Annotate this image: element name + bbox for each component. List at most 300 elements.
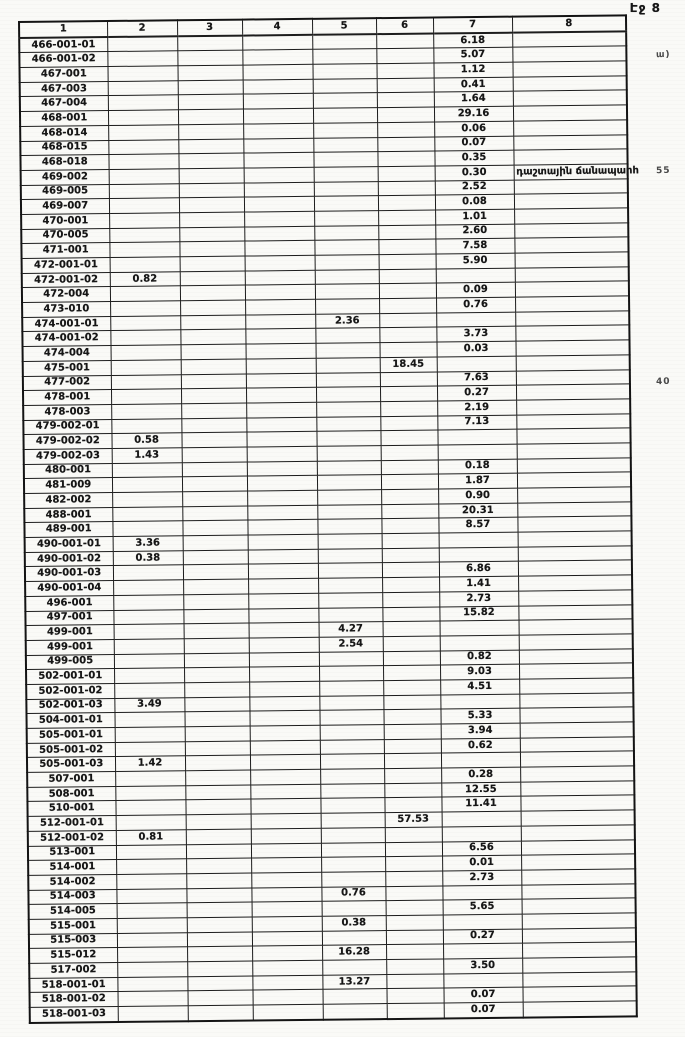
value-cell: 1.12 xyxy=(433,62,512,78)
value-cell xyxy=(381,474,438,489)
row-id-cell: 504-001-01 xyxy=(26,713,114,729)
value-cell xyxy=(117,947,187,962)
value-cell xyxy=(183,579,248,594)
value-cell: 7.58 xyxy=(435,238,514,254)
value-cell xyxy=(249,667,319,682)
value-cell xyxy=(113,609,183,624)
value-cell xyxy=(183,535,248,550)
value-cell xyxy=(321,871,385,886)
value-cell xyxy=(315,269,379,284)
row-id-cell: 514-002 xyxy=(28,874,116,890)
column-header-5: 5 xyxy=(312,18,376,34)
value-cell xyxy=(442,885,521,901)
row-id-cell: 479-002-03 xyxy=(24,448,112,464)
value-cell xyxy=(245,329,315,344)
value-cell xyxy=(246,432,316,447)
value-cell: 0.18 xyxy=(438,459,517,475)
value-cell xyxy=(521,883,635,899)
value-cell xyxy=(251,872,321,887)
value-cell xyxy=(184,638,249,653)
value-cell xyxy=(188,1005,253,1021)
value-cell xyxy=(251,813,321,828)
value-cell: 2.19 xyxy=(437,400,516,416)
value-cell xyxy=(518,590,632,606)
value-cell xyxy=(322,901,386,916)
value-cell xyxy=(384,768,441,783)
value-cell: 0.30 xyxy=(435,165,514,181)
value-cell xyxy=(114,712,184,727)
value-cell xyxy=(377,107,434,122)
row-id-cell: 499-001 xyxy=(26,625,114,641)
value-cell xyxy=(516,384,630,400)
column-header-1: 1 xyxy=(19,21,107,38)
value-cell xyxy=(380,401,437,416)
value-cell: 0.38 xyxy=(113,550,183,565)
value-cell xyxy=(313,78,377,93)
value-cell xyxy=(249,711,319,726)
row-id-cell: 490-001-02 xyxy=(25,551,113,567)
value-cell xyxy=(319,695,383,710)
value-cell xyxy=(318,592,382,607)
value-cell xyxy=(111,389,181,404)
value-cell xyxy=(247,476,317,491)
value-cell xyxy=(116,844,186,859)
row-id-cell: 470-005 xyxy=(21,228,109,244)
row-id-cell: 505-001-01 xyxy=(27,727,115,743)
value-cell: 15.82 xyxy=(439,606,518,622)
value-cell xyxy=(116,815,186,830)
value-cell xyxy=(187,932,252,947)
value-cell xyxy=(379,254,436,269)
value-cell xyxy=(250,725,320,740)
value-cell xyxy=(252,916,322,931)
data-table xyxy=(18,14,638,1023)
value-cell xyxy=(178,95,243,110)
value-cell: 5.90 xyxy=(436,253,515,269)
value-cell xyxy=(115,741,185,756)
row-id-cell: 471-001 xyxy=(21,243,109,259)
value-cell xyxy=(383,695,440,710)
value-cell: 12.55 xyxy=(441,782,520,798)
column-header-2: 2 xyxy=(107,20,177,36)
row-id-cell: 481-009 xyxy=(24,478,112,494)
value-cell xyxy=(518,604,632,620)
value-cell xyxy=(108,139,178,154)
value-cell xyxy=(182,520,247,535)
value-cell xyxy=(317,460,381,475)
value-cell: 13.27 xyxy=(322,974,386,989)
row-id-cell: 502-001-03 xyxy=(26,698,114,714)
value-cell: 2.73 xyxy=(442,870,521,886)
row-id-cell: 469-005 xyxy=(21,184,109,200)
value-cell xyxy=(319,710,383,725)
value-cell xyxy=(247,490,317,505)
value-cell: 5.07 xyxy=(433,48,512,64)
value-cell xyxy=(180,285,245,300)
value-cell xyxy=(377,151,434,166)
row-id-cell: 489-001 xyxy=(24,522,112,538)
value-cell xyxy=(379,327,436,342)
row-id-cell: 517-002 xyxy=(29,962,117,978)
value-cell xyxy=(116,888,186,903)
value-cell xyxy=(515,311,629,327)
value-cell xyxy=(377,92,434,107)
value-cell: 0.76 xyxy=(321,886,385,901)
row-id-cell: 518-001-03 xyxy=(30,1007,118,1023)
value-cell xyxy=(250,755,320,770)
value-cell xyxy=(245,255,315,270)
value-cell xyxy=(522,957,636,973)
value-cell xyxy=(186,873,251,888)
margin-note: 40 xyxy=(656,376,672,388)
value-cell: 6.86 xyxy=(439,562,518,578)
value-cell xyxy=(181,403,246,418)
value-cell xyxy=(111,418,181,433)
row-id-cell: 466-001-02 xyxy=(19,52,107,68)
value-cell: 4.27 xyxy=(319,622,383,637)
value-cell xyxy=(114,683,184,698)
margin-note: 55 xyxy=(656,165,672,177)
value-cell xyxy=(249,696,319,711)
value-cell xyxy=(313,152,377,167)
row-id-cell: 480-001 xyxy=(24,463,112,479)
value-cell xyxy=(180,300,245,315)
value-cell xyxy=(520,766,634,782)
value-cell xyxy=(518,531,632,547)
value-cell xyxy=(242,50,312,65)
value-cell: 0.38 xyxy=(322,916,386,931)
value-cell: 0.41 xyxy=(434,77,513,93)
row-id-cell: 497-001 xyxy=(25,610,113,626)
value-cell: 7.13 xyxy=(437,415,516,431)
value-cell xyxy=(318,534,382,549)
value-cell xyxy=(322,989,386,1004)
value-cell xyxy=(114,668,184,683)
value-cell xyxy=(522,898,636,914)
value-cell xyxy=(386,900,443,915)
value-cell: 5.33 xyxy=(440,708,519,724)
value-cell xyxy=(516,355,630,371)
value-cell xyxy=(243,79,313,94)
value-cell xyxy=(317,446,381,461)
value-cell xyxy=(108,110,178,125)
value-cell xyxy=(516,399,630,415)
value-cell: 0.27 xyxy=(437,385,516,401)
value-cell: 0.28 xyxy=(441,767,520,783)
value-cell xyxy=(437,356,516,372)
value-cell xyxy=(111,360,181,375)
value-cell xyxy=(382,577,439,592)
value-cell xyxy=(440,620,519,636)
row-id-cell: 512-001-02 xyxy=(28,830,116,846)
value-cell xyxy=(117,903,187,918)
value-cell xyxy=(520,722,634,738)
value-cell xyxy=(513,105,627,121)
value-cell xyxy=(243,152,313,167)
value-cell xyxy=(319,666,383,681)
value-cell xyxy=(244,226,314,241)
value-cell xyxy=(249,622,319,637)
value-cell xyxy=(514,193,628,209)
value-cell xyxy=(436,312,515,328)
row-id-cell: 515-012 xyxy=(29,948,117,964)
value-cell xyxy=(117,976,187,991)
row-id-cell: 474-004 xyxy=(23,346,111,362)
value-cell xyxy=(382,606,439,621)
value-cell xyxy=(513,76,627,92)
value-cell xyxy=(521,869,635,885)
value-cell xyxy=(376,63,433,78)
value-cell xyxy=(108,125,178,140)
value-cell: 0.82 xyxy=(110,271,180,286)
value-cell xyxy=(321,827,385,842)
value-cell xyxy=(243,138,313,153)
row-id-cell: 469-002 xyxy=(21,169,109,185)
value-cell xyxy=(184,667,249,682)
value-cell xyxy=(245,299,315,314)
value-cell xyxy=(184,697,249,712)
value-cell: 0.07 xyxy=(434,136,513,152)
value-cell xyxy=(242,64,312,79)
value-cell xyxy=(320,769,384,784)
row-id-cell: 514-001 xyxy=(28,860,116,876)
value-cell xyxy=(383,651,440,666)
value-cell: 0.08 xyxy=(435,194,514,210)
value-cell xyxy=(180,329,245,344)
value-cell xyxy=(188,990,253,1005)
value-cell xyxy=(248,608,318,623)
value-cell xyxy=(512,46,626,62)
value-cell xyxy=(385,827,442,842)
value-cell xyxy=(109,169,179,184)
value-cell xyxy=(378,181,435,196)
value-cell xyxy=(440,694,519,710)
row-id-cell: 468-015 xyxy=(20,140,108,156)
value-cell xyxy=(111,404,181,419)
value-cell: 6.18 xyxy=(433,32,512,48)
value-cell xyxy=(187,976,252,991)
row-id-cell: 496-001 xyxy=(25,595,113,611)
value-cell xyxy=(382,592,439,607)
value-cell xyxy=(519,693,633,709)
value-cell: 4.51 xyxy=(440,679,519,695)
value-cell xyxy=(518,575,632,591)
value-cell xyxy=(383,680,440,695)
value-cell: 0.06 xyxy=(434,121,513,137)
row-id-cell: 490-001-04 xyxy=(25,581,113,597)
value-cell xyxy=(185,799,250,814)
value-cell: 0.09 xyxy=(436,283,515,299)
value-cell xyxy=(443,973,522,989)
value-cell xyxy=(108,154,178,169)
value-cell xyxy=(183,609,248,624)
value-cell xyxy=(381,504,438,519)
value-cell xyxy=(109,242,179,257)
value-cell xyxy=(112,521,182,536)
value-cell xyxy=(315,255,379,270)
value-cell xyxy=(381,489,438,504)
value-cell xyxy=(251,857,321,872)
row-id-cell: 488-001 xyxy=(24,507,112,523)
value-cell xyxy=(440,635,519,651)
value-cell xyxy=(443,943,522,959)
value-cell xyxy=(182,506,247,521)
value-cell xyxy=(179,197,244,212)
value-cell xyxy=(380,416,437,431)
row-id-cell: 490-001-01 xyxy=(25,537,113,553)
row-id-cell: 513-001 xyxy=(28,845,116,861)
row-id-cell: 515-003 xyxy=(29,933,117,949)
value-cell xyxy=(109,213,179,228)
value-cell xyxy=(380,342,437,357)
value-cell xyxy=(187,902,252,917)
value-cell xyxy=(182,491,247,506)
value-cell xyxy=(250,799,320,814)
value-cell xyxy=(320,725,384,740)
value-cell xyxy=(115,800,185,815)
value-cell xyxy=(178,153,243,168)
value-cell xyxy=(380,386,437,401)
value-cell xyxy=(243,94,313,109)
value-cell: 0.81 xyxy=(116,830,186,845)
value-cell xyxy=(385,856,442,871)
value-cell xyxy=(244,167,314,182)
value-cell xyxy=(378,210,435,225)
value-cell xyxy=(315,328,379,343)
value-cell xyxy=(247,505,317,520)
value-cell xyxy=(314,181,378,196)
value-cell xyxy=(185,726,250,741)
row-id-cell: 474-001-01 xyxy=(22,316,110,332)
value-cell xyxy=(378,195,435,210)
value-cell: 2.52 xyxy=(435,180,514,196)
row-id-cell: 479-002-02 xyxy=(23,434,111,450)
value-cell xyxy=(247,461,317,476)
value-cell xyxy=(441,752,520,768)
column-header-6: 6 xyxy=(376,18,433,34)
value-cell xyxy=(384,753,441,768)
value-cell xyxy=(519,707,633,723)
value-cell xyxy=(317,519,381,534)
value-cell xyxy=(313,93,377,108)
row-id-cell: 468-001 xyxy=(20,111,108,127)
value-cell xyxy=(253,990,323,1005)
value-cell xyxy=(107,51,177,66)
value-cell xyxy=(386,988,443,1003)
value-cell xyxy=(110,330,180,345)
value-cell: 3.94 xyxy=(441,723,520,739)
value-cell xyxy=(115,785,185,800)
value-cell xyxy=(117,918,187,933)
value-cell xyxy=(181,344,246,359)
value-cell: 57.53 xyxy=(385,812,442,827)
value-cell xyxy=(515,296,629,312)
value-cell xyxy=(377,122,434,137)
value-cell xyxy=(514,237,628,253)
value-cell xyxy=(438,444,517,460)
value-cell xyxy=(184,623,249,638)
value-cell xyxy=(184,711,249,726)
value-cell xyxy=(177,65,242,80)
value-cell xyxy=(383,621,440,636)
value-cell xyxy=(381,518,438,533)
value-cell xyxy=(312,64,376,79)
value-cell xyxy=(384,739,441,754)
value-cell xyxy=(316,372,380,387)
value-cell xyxy=(381,460,438,475)
table-body xyxy=(19,31,637,1023)
value-cell xyxy=(252,946,322,961)
value-cell xyxy=(248,549,318,564)
value-cell xyxy=(243,108,313,123)
value-cell xyxy=(437,429,516,445)
value-cell xyxy=(317,475,381,490)
value-cell: 0.62 xyxy=(441,738,520,754)
value-cell: 0.03 xyxy=(436,341,515,357)
value-cell xyxy=(512,31,626,47)
value-cell xyxy=(178,124,243,139)
value-cell: 2.60 xyxy=(435,224,514,240)
value-cell xyxy=(319,651,383,666)
value-cell xyxy=(377,137,434,152)
value-cell xyxy=(385,871,442,886)
row-id-cell: 490-001-03 xyxy=(25,566,113,582)
value-cell xyxy=(520,781,634,797)
value-cell xyxy=(315,284,379,299)
value-cell xyxy=(178,139,243,154)
value-cell xyxy=(513,149,627,165)
value-cell xyxy=(387,1003,444,1019)
value-cell: 1.64 xyxy=(434,92,513,108)
value-cell xyxy=(442,826,521,842)
value-cell xyxy=(248,534,318,549)
value-cell xyxy=(109,227,179,242)
value-cell xyxy=(107,66,177,81)
value-cell xyxy=(384,783,441,798)
value-cell xyxy=(517,458,631,474)
value-cell xyxy=(316,416,380,431)
value-cell xyxy=(182,462,247,477)
row-id-cell: 479-002-01 xyxy=(23,419,111,435)
value-cell xyxy=(381,445,438,460)
value-cell xyxy=(253,1004,323,1020)
row-id-cell: 510-001 xyxy=(27,801,115,817)
value-cell xyxy=(247,446,317,461)
row-id-cell: 482-002 xyxy=(24,493,112,509)
value-cell xyxy=(379,313,436,328)
value-cell xyxy=(378,225,435,240)
value-cell xyxy=(514,223,628,239)
value-cell xyxy=(323,1004,387,1020)
value-cell xyxy=(113,565,183,580)
value-cell xyxy=(315,299,379,314)
value-cell: 0.90 xyxy=(438,488,517,504)
value-cell xyxy=(118,991,188,1006)
value-cell xyxy=(181,418,246,433)
value-cell xyxy=(114,639,184,654)
value-cell xyxy=(251,887,321,902)
value-cell xyxy=(178,80,243,95)
value-cell xyxy=(182,476,247,491)
value-cell: 1.87 xyxy=(438,473,517,489)
value-cell xyxy=(182,447,247,462)
value-cell xyxy=(177,35,242,51)
value-cell xyxy=(181,432,246,447)
value-cell xyxy=(109,198,179,213)
value-cell xyxy=(519,634,633,650)
row-id-cell: 469-007 xyxy=(21,199,109,215)
value-cell xyxy=(186,888,251,903)
